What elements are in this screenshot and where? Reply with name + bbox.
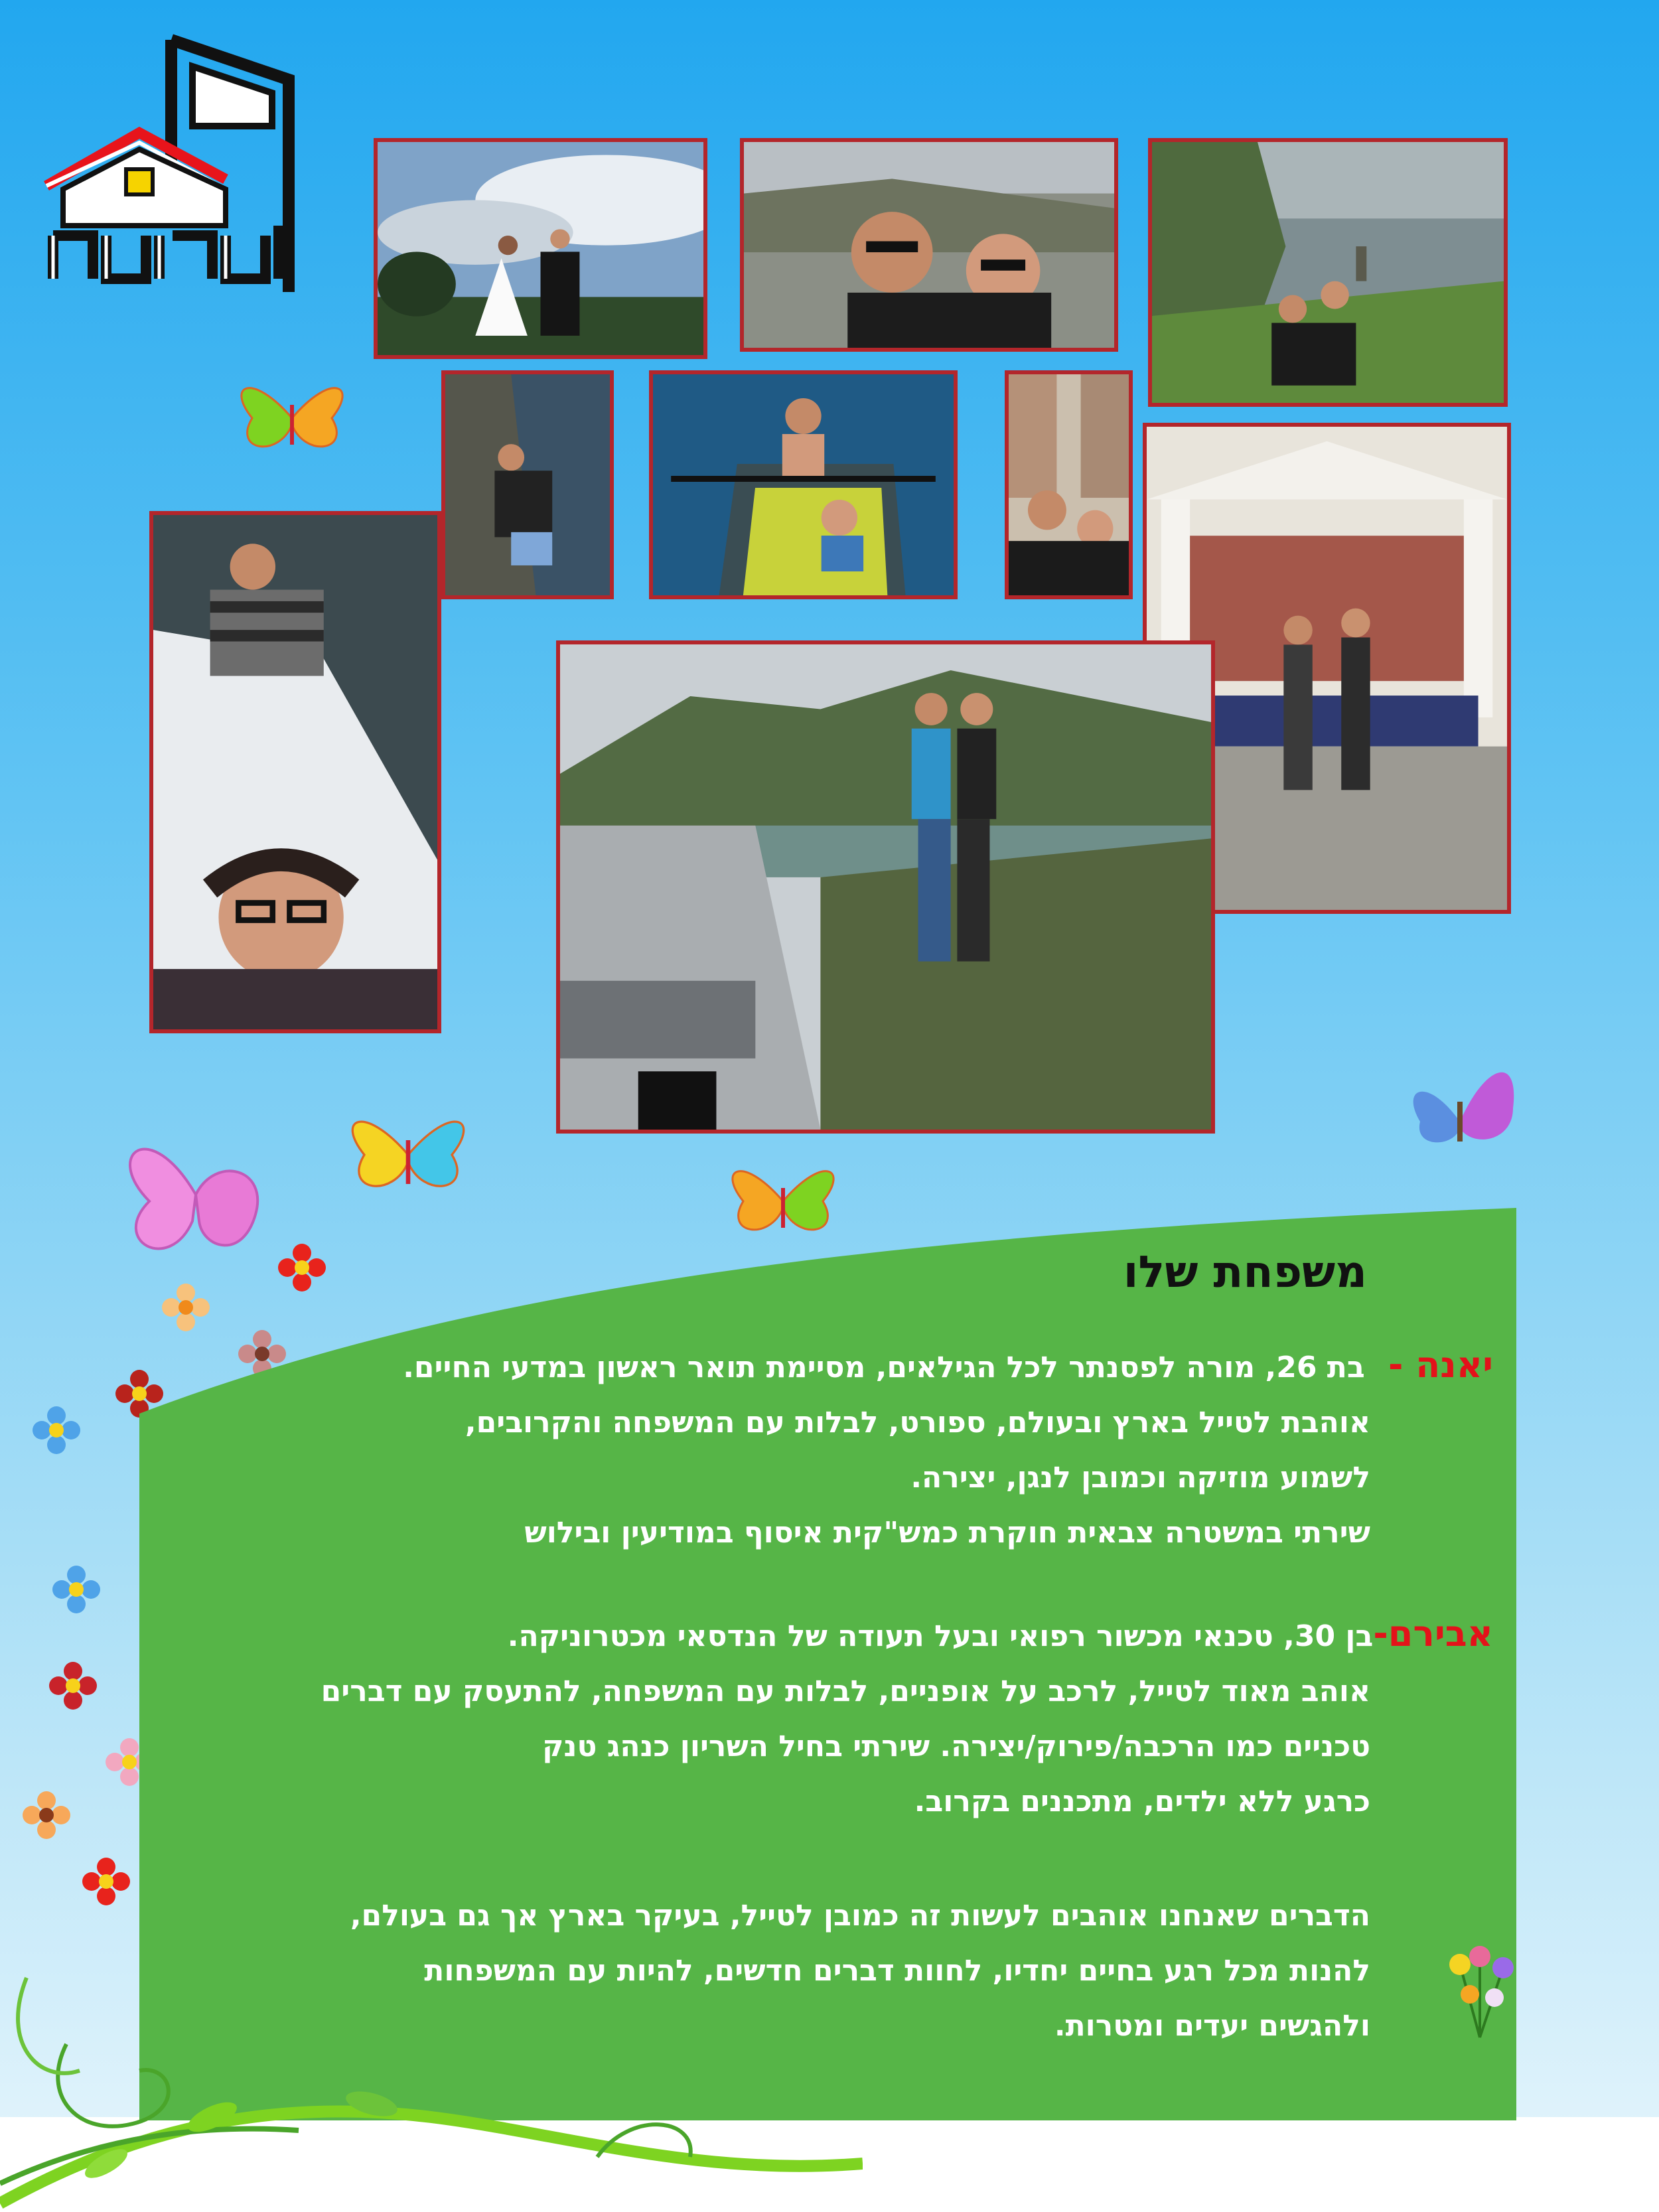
logo-text [66,239,285,240]
logo-subtext [66,265,285,266]
together-line-3: ולהגשים יעדים ומטרות. [1054,2009,1370,2043]
yana-line-4: שירתי במשטרה צבאית חוקרת כמש"קית איסוף במודיעין ובילוש [524,1516,1370,1550]
flower-icon [80,1855,133,1908]
flower-bouquet-icon [1433,1938,1526,2044]
house-logo-icon [27,27,305,292]
aviram-line-2: אוהב מאוד לטייל, לרכב על אופניים, לבלות עם המשפחה, להתעסק עם דברים [321,1674,1370,1708]
section-heading: משפחת שלו [1123,1246,1367,1297]
yana-line-3: לשמוע מוזיקה וכמובן לנגן, יצירה. [910,1461,1370,1495]
aviram-name: אבירם- [1373,1613,1493,1655]
yana-name: יאנה - [1388,1344,1493,1386]
photo-kayak [649,370,958,599]
butterfly-icon [335,1102,481,1208]
aviram-paragraph [199,1606,1493,1829]
flower-icon [30,1404,83,1457]
photo-wedding [374,138,707,359]
photo-car [556,640,1215,1134]
home-logo [27,27,305,292]
flower-icon [20,1789,73,1842]
flower-icon [50,1563,103,1616]
aviram-line-4: כרגע ללא ילדים, מתכננים בקרוב. [914,1785,1370,1818]
yana-paragraph [265,1337,1493,1560]
yana-line-2: אוהבת לטייל בארץ ובעולם, ספורט, לבלות עם המשפחה והקרובים, [465,1406,1370,1439]
together-line-2: להנות מכל רגע בחיים יחדיו, לחוות דברים חדשים, להיות עם המשפחות [424,1954,1370,1988]
aviram-line-1: בן 30, טכנאי מכשור רפואי ובעל תעודה של הנדסאי מכטרוניקה. [507,1619,1374,1653]
photo-sea-cliffs [1148,138,1508,407]
aviram-line-3: טכניים כמו הרכבה/פירוק/יצירה. שירתי בחיל השריון כנהג טנק [542,1730,1370,1763]
yana-line-1: בת 26, מורה לפסנתר לכל הגילאים, מסיימת תואר ראשון במדעי החיים. [403,1351,1365,1384]
together-line-1: הדברים שאנחנו אוהבים לעשות זה כמובן לטייל, בעיקר בארץ אך גם בעולם, [350,1899,1370,1933]
photo-cliff-selfie [740,138,1118,352]
photo-street [1005,370,1133,599]
photo-boat [149,511,441,1033]
photo-rocks [441,370,614,599]
flower-icon [46,1659,100,1712]
vine-ornament-icon [0,1964,863,2212]
butterfly-icon [226,372,358,465]
butterfly-purple-icon [1400,1049,1520,1155]
